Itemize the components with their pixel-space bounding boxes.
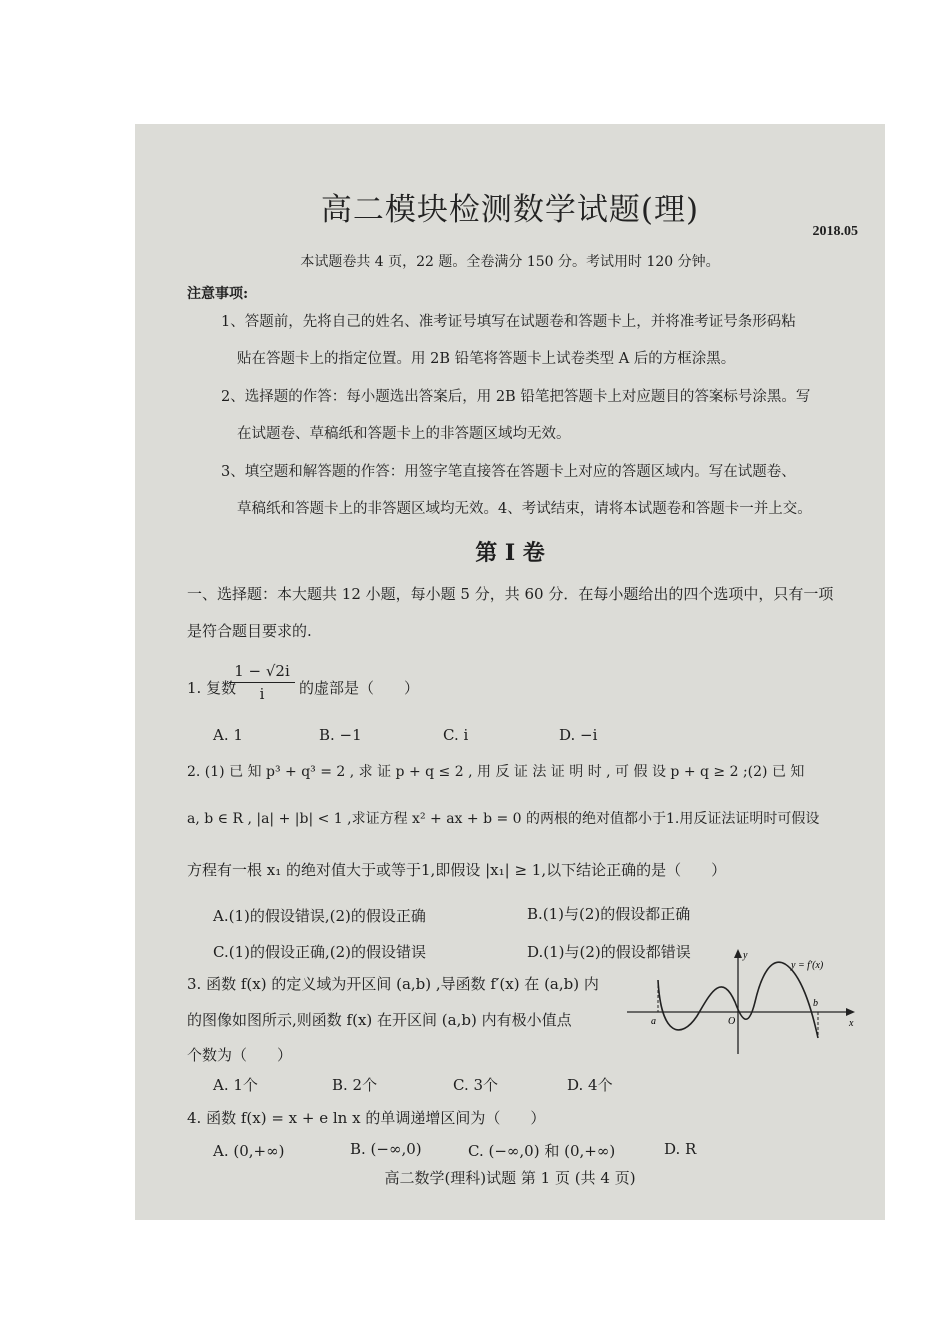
- q2-line: 方程有一根 x₁ 的绝对值大于或等于1,即假设 |x₁| ≥ 1,以下结论正确的是（ ）: [187, 861, 727, 879]
- q4-option-b: B. (−∞,0): [350, 1140, 422, 1158]
- exam-date: 2018.05: [812, 224, 858, 239]
- q3-option-a: A. 1个: [213, 1076, 258, 1094]
- page-footer: 高二数学(理科)试题 第 1 页 (共 4 页): [384, 1169, 636, 1187]
- derivative-graph: [625, 944, 857, 1056]
- section-intro: 一、选择题：本大题共 12 小题，每小题 5 分，共 60 分．在每小题给出的四个选项中，只有一项: [187, 585, 834, 603]
- q4-line: 4. 函数 f(x) = x + e ln x 的单调递增区间为（ ）: [187, 1109, 546, 1127]
- q3-line: 的图像如图所示,则函数 f(x) 在开区间 (a,b) 内有极小值点: [187, 1011, 572, 1029]
- section-title: 第 I 卷: [475, 540, 545, 566]
- q2-option-a: A.(1)的假设错误,(2)的假设正确: [213, 907, 426, 925]
- q1-option-d: D. −i: [559, 726, 598, 744]
- note-line: 2、选择题的作答：每小题选出答案后，用 2B 铅笔把答题卡上对应题目的答案标号涂黑。写: [221, 389, 811, 405]
- note-line: 在试题卷、草稿纸和答题卡上的非答题区域均无效。: [237, 426, 571, 442]
- x-axis-arrow-icon: [846, 1008, 855, 1016]
- q3-line: 个数为（ ）: [187, 1046, 293, 1064]
- note-line: 3、填空题和解答题的作答：用签字笔直接答在答题卡上对应的答题区域内。写在试题卷、: [221, 464, 796, 480]
- q1-suffix: 的虚部是（ ）: [299, 679, 420, 697]
- section-intro: 是符合题目要求的.: [187, 622, 312, 640]
- note-line: 草稿纸和答题卡上的非答题区域均无效。4、考试结束，请将本试题卷和答题卡一并上交。: [237, 501, 812, 517]
- note-line: 1、答题前，先将自己的姓名、准考证号填写在试题卷和答题卡上，并将准考证号条形码粘: [221, 314, 796, 330]
- q2-option-b: B.(1)与(2)的假设都正确: [527, 905, 691, 923]
- q3-option-c: C. 3个: [453, 1076, 499, 1094]
- q1-denominator: i: [259, 685, 265, 703]
- q1-option-c: C. i: [443, 726, 469, 744]
- exam-page: [135, 124, 885, 1220]
- label-a: a: [651, 1016, 656, 1027]
- q2-option-c: C.(1)的假设正确,(2)的假设错误: [213, 943, 426, 961]
- q1-option-a: A. 1: [213, 726, 243, 744]
- q3-line: 3. 函数 f(x) 的定义域为开区间 (a,b) ,导函数 f′(x) 在 (a,b) 内: [187, 975, 599, 993]
- label-y: y: [743, 950, 748, 961]
- label-b: b: [813, 998, 818, 1009]
- y-axis-arrow-icon: [734, 949, 742, 958]
- q2-line: 2. (1) 已 知 p³ + q³ = 2 , 求 证 p + q ≤ 2 , 用 反 证 法 证 明 时 , 可 假 设 p + q ≥ 2 ;(2) 已 知: [187, 764, 805, 780]
- q4-option-d: D. R: [664, 1140, 697, 1158]
- q4-option-a: A. (0,+∞): [213, 1142, 285, 1160]
- exam-info: 本试题卷共 4 页，22 题。全卷满分 150 分。考试用时 120 分钟。: [300, 254, 720, 270]
- label-origin: O: [728, 1016, 736, 1027]
- q2-option-d: D.(1)与(2)的假设都错误: [527, 943, 691, 961]
- q3-option-d: D. 4个: [567, 1076, 613, 1094]
- notes-heading: 注意事项:: [187, 286, 249, 302]
- q3-option-b: B. 2个: [332, 1076, 378, 1094]
- q1-fraction: [229, 662, 295, 703]
- q1-option-b: B. −1: [319, 726, 362, 744]
- q1-prefix: 1. 复数: [187, 679, 237, 697]
- exam-title: 高二模块检测数学试题(理): [320, 192, 700, 228]
- q2-line: a, b ∈ R , |a| + |b| < 1 ,求证方程 x² + ax + b = 0 的两根的绝对值都小于1.用反证法证明时可假设: [187, 811, 820, 827]
- label-x: x: [849, 1018, 854, 1029]
- q1-numerator: 1 − √2i: [229, 662, 295, 683]
- curve-label: y = f′(x): [791, 960, 824, 971]
- q4-option-c: C. (−∞,0) 和 (0,+∞): [468, 1142, 616, 1160]
- note-line: 贴在答题卡上的指定位置。用 2B 铅笔将答题卡上试卷类型 A 后的方框涂黑。: [237, 351, 736, 367]
